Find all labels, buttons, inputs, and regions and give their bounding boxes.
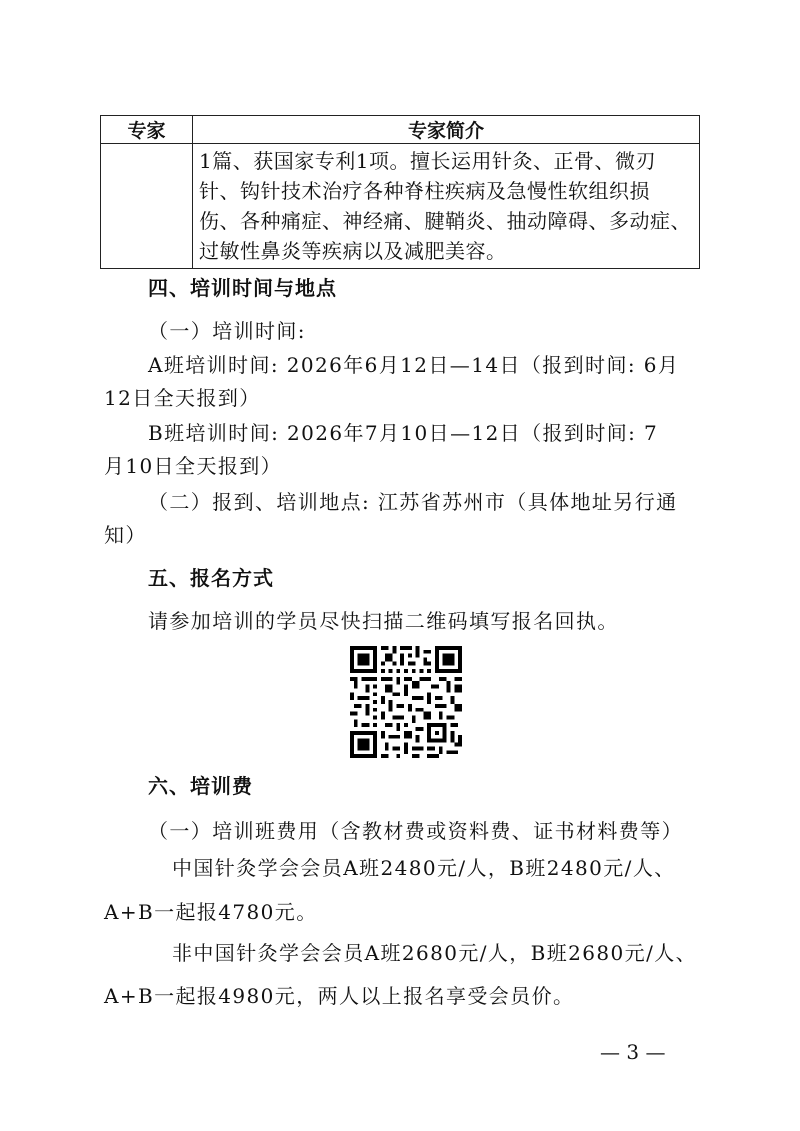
class-a-time-line1: A班培训时间: 2026年6月12日—14日（报到时间: 6月 <box>148 353 680 377</box>
header-expert-intro: 专家简介 <box>193 116 700 144</box>
registration-text: 请参加培训的学员尽快扫描二维码填写报名回执。 <box>148 609 619 633</box>
member-fee-line1: 中国针灸学会会员A班2480元/人，B班2480元/人、 <box>172 856 676 880</box>
training-time-subheading: （一）培训时间: <box>148 319 306 343</box>
section-heading-4: 四、培训时间与地点 <box>148 276 337 300</box>
intro-line: 伤、各种痛症、神经痛、腱鞘炎、抽动障碍、多动症、 <box>199 209 691 233</box>
expert-intro-cell <box>193 144 700 269</box>
fee-subheading: （一）培训班费用（含教材费或资料费、证书材料费等） <box>148 819 683 843</box>
table-row <box>101 144 700 269</box>
intro-line: 1篇、获国家专利1项。擅长运用针灸、正骨、微刃 <box>199 149 656 173</box>
training-location-line1: （二）报到、培训地点: 江苏省苏州市（具体地址另行通 <box>148 490 678 514</box>
table-header-row <box>101 116 700 144</box>
class-b-time-line1: B班培训时间: 2026年7月10日—12日（报到时间: 7 <box>148 421 659 445</box>
section-heading-5: 五、报名方式 <box>148 566 274 590</box>
nonmember-fee-line2: A+B一起报4980元，两人以上报名享受会员价。 <box>104 984 575 1008</box>
class-a-time-line2: 12日全天报到） <box>104 386 261 410</box>
intro-line: 针、钩针技术治疗各种脊柱疾病及急慢性软组织损 <box>199 179 650 203</box>
member-fee-line2: A+B一起报4780元。 <box>104 900 318 924</box>
section-heading-6: 六、培训费 <box>148 774 253 798</box>
class-b-time-line2: 月10日全天报到） <box>104 454 283 478</box>
nonmember-fee-line1: 非中国针灸学会会员A班2680元/人，B班2680元/人、 <box>172 941 698 965</box>
training-location-line2: 知） <box>104 523 147 547</box>
expert-cell <box>101 144 193 269</box>
page-number: — 3 — <box>600 1040 666 1064</box>
intro-line: 过敏性鼻炎等疾病以及减肥美容。 <box>199 239 507 263</box>
registration-qr-code[interactable] <box>350 646 462 758</box>
header-expert: 专家 <box>101 116 193 144</box>
expert-table <box>100 115 700 269</box>
